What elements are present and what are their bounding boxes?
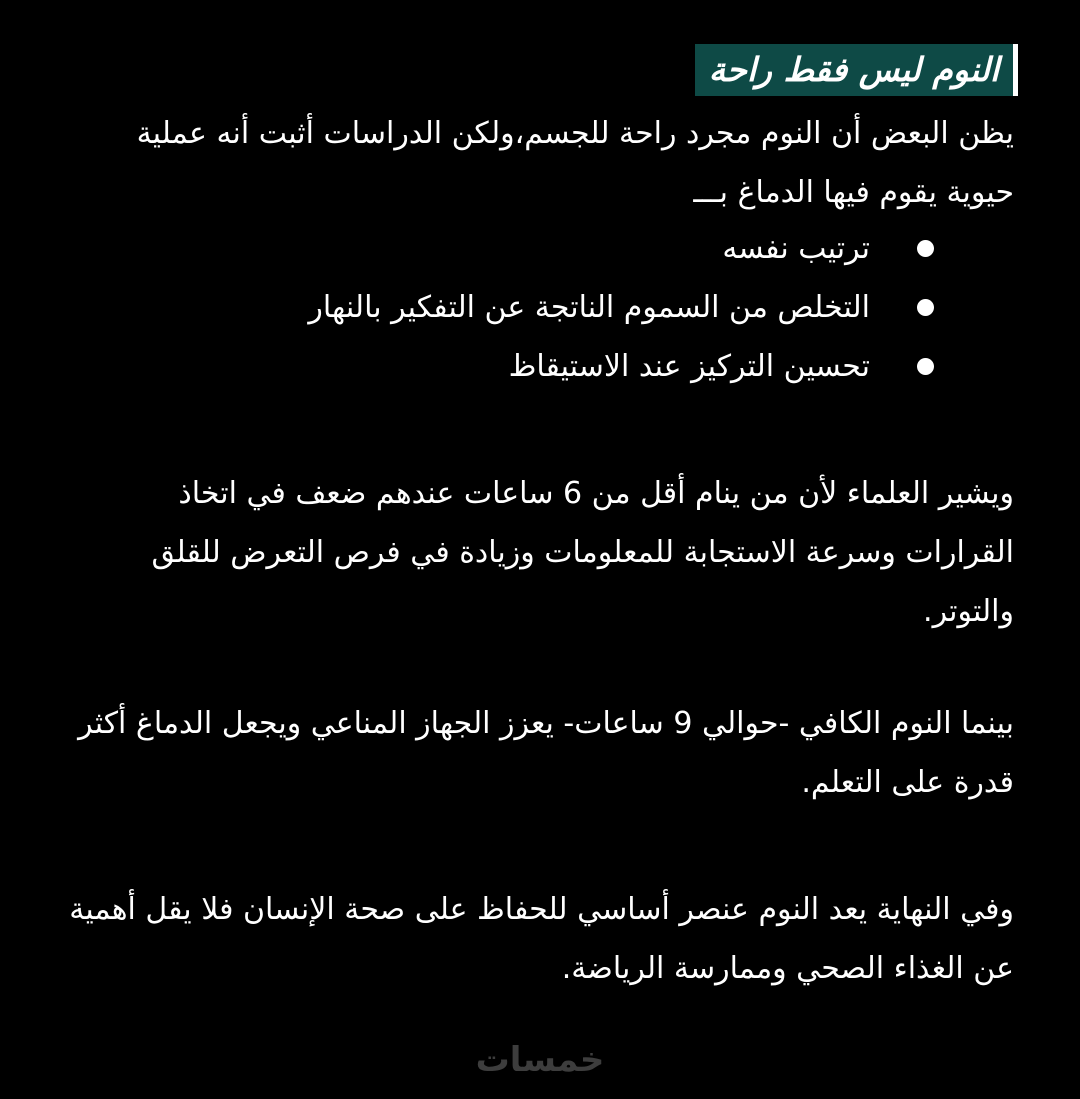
bullet-icon: [917, 299, 934, 316]
bullet-icon: [917, 240, 934, 257]
paragraph-sufficient-sleep: بينما النوم الكافي -حوالي 9 ساعات- يعزز الجهاز المناعي ويجعل الدماغ أكثر قدرة على التعلم.: [78, 706, 1014, 800]
paragraph-scientists: ويشير العلماء لأن من ينام أقل من 6 ساعات عندهم ضعف في اتخاذ القرارات وسرعة الاستجابة للمعلومات وزيادة في فرص التعرض للقلق والتوتر.: [151, 476, 1014, 629]
list-item: [308, 337, 870, 396]
heading-container: [695, 44, 1018, 96]
list-item-text: ترتيب نفسه: [722, 231, 870, 266]
page-title: النوم ليس فقط راحة: [695, 44, 1018, 96]
benefits-list: [308, 219, 870, 396]
list-item: [308, 278, 870, 337]
intro-paragraph: يظن البعض أن النوم مجرد راحة للجسم،ولكن الدراسات أثبت أنه عملية حيوية يقوم فيها الدماغ بـــ: [136, 116, 1014, 210]
list-item: [308, 219, 870, 278]
watermark-logo: خمسات: [475, 1040, 605, 1080]
paragraph-conclusion: وفي النهاية يعد النوم عنصر أساسي للحفاظ على صحة الإنسان فلا يقل أهمية عن الغذاء الصحي وممارسة الرياضة.: [69, 892, 1014, 986]
bullet-icon: [917, 358, 934, 375]
list-item-text: تحسين التركيز عند الاستيقاظ: [508, 349, 870, 384]
list-item-text: التخلص من السموم الناتجة عن التفكير بالنهار: [308, 290, 870, 325]
